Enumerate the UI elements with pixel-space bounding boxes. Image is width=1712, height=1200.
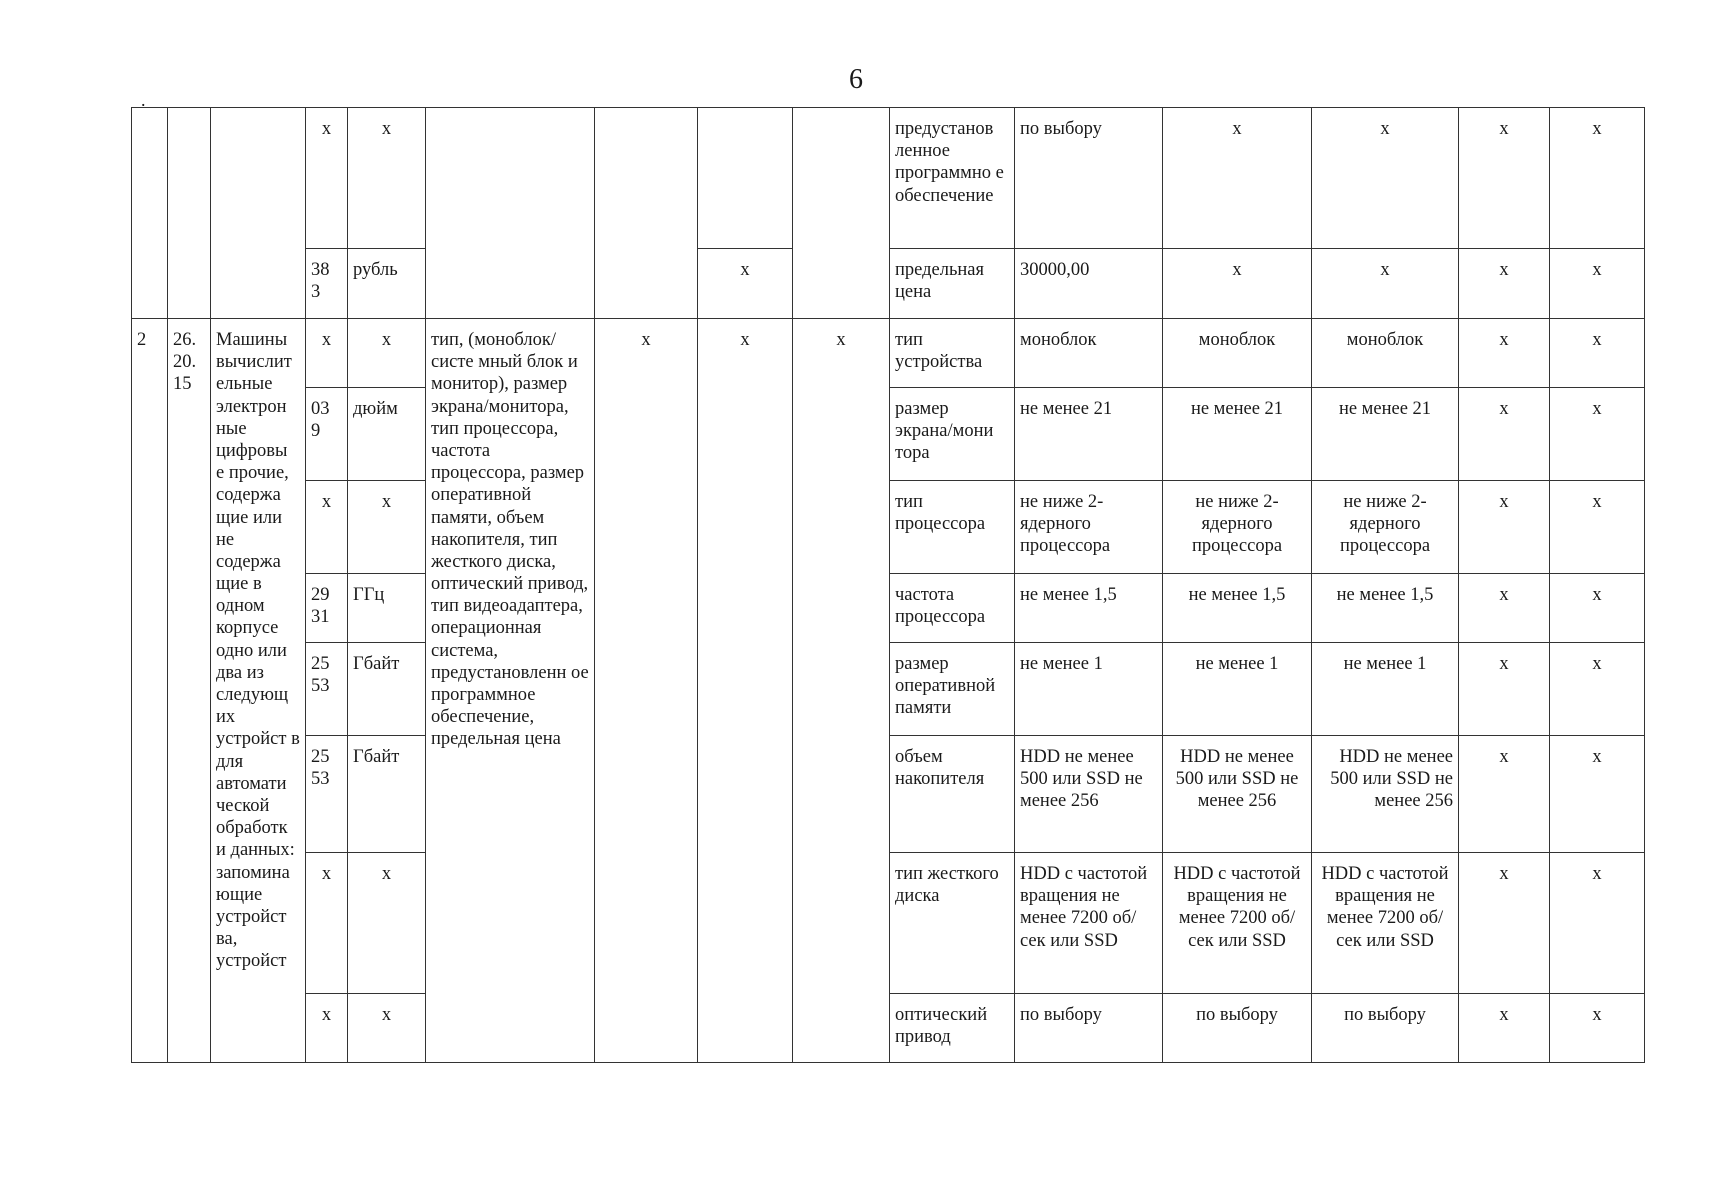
value-cell: х (1550, 994, 1645, 1063)
value-cell: HDD с частотой вращения не менее 7200 об/сек или SSD (1312, 853, 1459, 994)
characteristic-cell: тип устройства (890, 319, 1015, 388)
characteristics-list-cell: тип, (моноблок/систе мный блок и монитор), размер экрана/монитора, тип процессора, частота процессора, размер оперативной памяти, объем накопителя, тип жесткого диска, оптический привод, тип видеоадаптера, операционная система, предустановленн ое программное обеспечение, предельная цена (426, 319, 595, 1063)
unit-cell: ГГц (348, 574, 426, 643)
unit-cell: х (348, 319, 426, 388)
okpd-code-cell (168, 108, 211, 319)
value-cell: не менее 1,5 (1015, 574, 1163, 643)
value-cell: моноблок (1163, 319, 1312, 388)
okei-code-cell: 03 9 (306, 388, 348, 481)
table-row (132, 108, 1645, 249)
value-cell: не ниже 2-ядерного процессора (1312, 481, 1459, 574)
characteristic-cell: предустанов ленное программно е обеспечение (890, 108, 1015, 249)
value-cell: не менее 1,5 (1163, 574, 1312, 643)
value-cell: моноблок (1312, 319, 1459, 388)
okei-code-cell: х (306, 108, 348, 249)
unit-cell: Гбайт (348, 736, 426, 853)
value-cell: х (1459, 574, 1550, 643)
value-cell: HDD не менее 500 или SSD не менее 256 (1163, 736, 1312, 853)
value-cell: х (1550, 319, 1645, 388)
value-cell: х (698, 249, 793, 319)
value-cell: х (1459, 481, 1550, 574)
okei-code-cell: х (306, 853, 348, 994)
value-cell: по выбору (1312, 994, 1459, 1063)
value-cell: х (1459, 994, 1550, 1063)
name-cell: Машины вычислит ельные электрон ные цифровы е прочие, содержа щие или не содержа щие в одном корпусе одно или два из следующ их устройст в для автомати ческой обработк и данных: запомина ющие устройст ва, устройст (211, 319, 306, 1063)
value-cell: по выбору (1163, 994, 1312, 1063)
okei-code-cell: х (306, 994, 348, 1063)
value-cell: не менее 1 (1312, 643, 1459, 736)
value-cell: х (1550, 574, 1645, 643)
value-cell: не менее 21 (1163, 388, 1312, 481)
value-cell: HDD с частотой вращения не менее 7200 об/сек или SSD (1015, 853, 1163, 994)
num-cell: 2 (132, 319, 168, 1063)
page-number: 6 (849, 64, 863, 95)
value-cell: по выбору (1015, 994, 1163, 1063)
value-cell: х (1163, 249, 1312, 319)
characteristic-cell: предельная цена (890, 249, 1015, 319)
empty-cell (595, 108, 698, 319)
unit-cell: дюйм (348, 388, 426, 481)
value-cell: х (1312, 249, 1459, 319)
okei-code-cell: 38 3 (306, 249, 348, 319)
unit-cell: х (348, 994, 426, 1063)
value-cell: не менее 21 (1015, 388, 1163, 481)
okei-code-cell: х (306, 319, 348, 388)
value-cell: HDD с частотой вращения не менее 7200 об/сек или SSD (1163, 853, 1312, 994)
stray-dot: . (141, 90, 146, 110)
value-cell: моноблок (1015, 319, 1163, 388)
characteristic-cell: размер экрана/мони тора (890, 388, 1015, 481)
value-cell: х (1163, 108, 1312, 249)
name-cell (211, 108, 306, 319)
value-cell: х (1550, 249, 1645, 319)
value-cell: х (1459, 388, 1550, 481)
x-cell: х (793, 319, 890, 1063)
value-cell: х (1550, 481, 1645, 574)
characteristic-cell: размер оперативной памяти (890, 643, 1015, 736)
okei-code-cell: х (306, 481, 348, 574)
value-cell: не менее 1,5 (1312, 574, 1459, 643)
unit-cell: Гбайт (348, 643, 426, 736)
value-cell: х (1550, 388, 1645, 481)
empty-cell (698, 108, 793, 249)
value-cell: HDD не менее 500 или SSD не менее 256 (1015, 736, 1163, 853)
value-cell: х (1459, 249, 1550, 319)
characteristic-cell: частота процессора (890, 574, 1015, 643)
value-cell: х (1459, 736, 1550, 853)
value-cell: не ниже 2-ядерного процессора (1163, 481, 1312, 574)
empty-cell (793, 108, 890, 319)
value-cell: х (1550, 108, 1645, 249)
okei-code-cell: 29 31 (306, 574, 348, 643)
x-cell: х (698, 319, 793, 1063)
num-cell (132, 108, 168, 319)
table-row (132, 319, 1645, 388)
value-cell: х (1312, 108, 1459, 249)
value-cell: не менее 21 (1312, 388, 1459, 481)
okei-code-cell: 25 53 (306, 643, 348, 736)
value-cell: не менее 1 (1015, 643, 1163, 736)
characteristic-cell: оптический привод (890, 994, 1015, 1063)
okei-code-cell: 25 53 (306, 736, 348, 853)
okpd-code-cell: 26. 20. 15 (168, 319, 211, 1063)
value-cell: х (1550, 643, 1645, 736)
value-cell: не ниже 2-ядерного процессора (1015, 481, 1163, 574)
value-cell: не менее 1 (1163, 643, 1312, 736)
unit-cell: х (348, 481, 426, 574)
value-cell: х (1459, 319, 1550, 388)
spec-table (131, 107, 1645, 1063)
value-cell: х (1550, 853, 1645, 994)
characteristics-list-cell (426, 108, 595, 319)
unit-cell: х (348, 108, 426, 249)
value-cell: по выбору (1015, 108, 1163, 249)
value-cell: х (1459, 643, 1550, 736)
value-cell: HDD не менее 500 или SSD не менее 256 (1312, 736, 1459, 853)
value-cell: х (1459, 853, 1550, 994)
x-cell: х (595, 319, 698, 1063)
value-cell: 30000,00 (1015, 249, 1163, 319)
value-cell: х (1459, 108, 1550, 249)
characteristic-cell: объем накопителя (890, 736, 1015, 853)
unit-cell: рубль (348, 249, 426, 319)
characteristic-cell: тип процессора (890, 481, 1015, 574)
unit-cell: х (348, 853, 426, 994)
value-cell: х (1550, 736, 1645, 853)
characteristic-cell: тип жесткого диска (890, 853, 1015, 994)
